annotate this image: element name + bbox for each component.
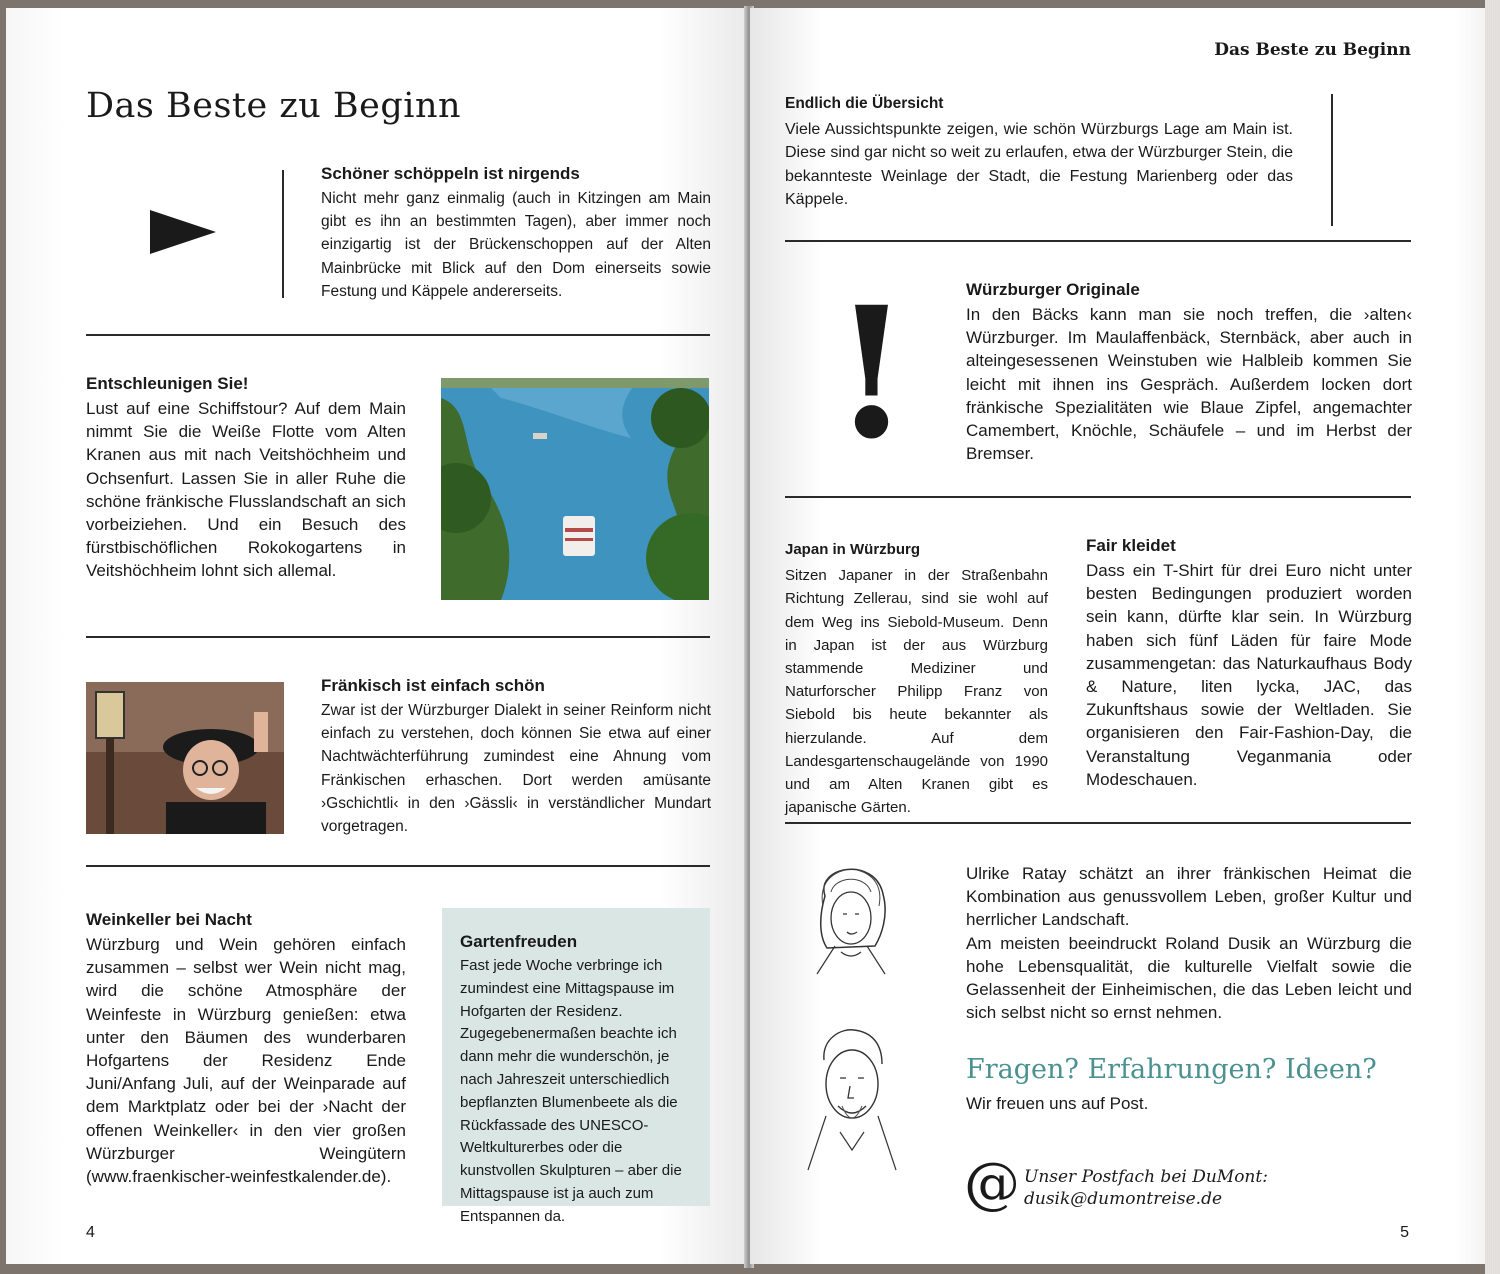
at-icon: @ [964, 1151, 1020, 1216]
page-number-left: 4 [86, 1224, 95, 1241]
section-weinkeller [86, 910, 406, 1188]
divider [785, 822, 1411, 824]
section-title: Endlich die Übersicht [785, 95, 944, 112]
section-schoppeln [321, 164, 711, 303]
tip-box [442, 908, 710, 1225]
tip-title: Gartenfreuden [460, 932, 578, 951]
right-page [750, 8, 1485, 1264]
section-japan [785, 538, 1048, 819]
night-watchman-photo [86, 682, 284, 834]
section-title: Schöner schöppeln ist nirgends [321, 164, 580, 183]
contact-email[interactable]: dusik@dumontreise.de [1024, 1189, 1223, 1209]
running-header: Das Beste zu Beginn [1214, 40, 1411, 60]
author-portrait-dusik [802, 1020, 902, 1184]
section-text: Zwar ist der Würzburger Dialekt in seiner Reinform nicht einfach zu verstehen, doch können Sie etwa auf einer Nachtwächterführung zumindest eine Ahnung vom Fränkischen erhaschen. Dort werden amüsante ›Gschichtli‹ in den ›Gässli‹ in verständlicher Mundart vorgetragen. [321, 702, 711, 836]
section-text: Dass ein T-Shirt für drei Euro nicht unter besten Bedingungen produziert worden sein kann, dürfte klar sein. In Würzburg haben sich fünf Läden für faire Mode zusammengetan: das Naturkaufhaus Body & Nature, liten lycka, JAC, das Zukunftshaus sowie der Weltladen. Sie organisieren den Fair-Fashion-Day, die Veranstaltung Veganmania oder Modeschauen. [1086, 561, 1412, 789]
section-title: Weinkeller bei Nacht [86, 910, 252, 929]
author-bio-ratay: Ulrike Ratay schätzt an ihrer fränkischen Heimat die Kombination aus genussvollem Leben, großer Kultur und herrlicher Landschaft. [966, 864, 1412, 930]
section-title: Fränkisch ist einfach schön [321, 676, 545, 695]
left-page [6, 8, 748, 1264]
section-text: Viele Aussichtspunkte zeigen, wie schön Würzburgs Lage am Main ist. Diese sind gar nicht so weit zu erlaufen, etwa der Würzburger Stein, die bekannteste Weinlage der Stadt, die Festung Marienberg oder das Käppele. [785, 121, 1293, 208]
section-entschleunigen [86, 374, 406, 583]
section-title: Japan in Würzburg [785, 541, 920, 558]
divider [86, 865, 710, 867]
section-fraenkisch [321, 676, 711, 838]
section-text: Würzburg und Wein gehören einfach zusammen – selbst wer Wein nicht mag, wird die schöne Atmosphäre der Weinfeste in Würzburg genießen: etwa unter den Bäumen des wunderbaren Hofgartens der Residenz Ende Juni/Anfang Juli, auf der Weinparade auf dem Marktplatz oder bei der ›Nacht der offenen Weinkeller‹ in den vier großen Würzburger Weingütern (www.fraenkischer-weinfestkalender.de). [86, 935, 406, 1187]
page-title: Das Beste zu Beginn [86, 86, 462, 126]
author-bio [966, 862, 1412, 1024]
contact-postfach [1024, 1166, 1268, 1210]
postfach-label: Unser Postfach bei DuMont: [1024, 1167, 1268, 1187]
section-text: Nicht mehr ganz einmalig (auch in Kitzingen am Main gibt es ihn an bestimmten Tagen), aber immer noch einzigartig ist der Brückenschoppen auf der Alten Mainbrücke mit Blick auf den Dom einerseits sowie Festung und Käppele andererseits. [321, 190, 711, 300]
river-photo [441, 378, 709, 600]
section-title: Entschleunigen Sie! [86, 374, 249, 393]
divider [86, 636, 710, 638]
divider [86, 334, 710, 336]
author-bio-dusik: Am meisten beeindruckt Roland Dusik an Würzburg die hohe Lebensqualität, die kulturelle Vielfalt sowie die Gelassenheit der Einheimischen, die das Leben leicht und sich selbst nicht so ernst nehmen. [966, 933, 1412, 1023]
tip-text: Fast jede Woche verbringe ich zumindest eine Mittagspause im Hofgarten der Residenz. Zugegebenermaßen beachte ich dann mehr die wunderschön, je nach Jahreszeit unterschiedlich bepflanzten Blumenbeete als die Rückfassade des UNESCO-Weltkulturerbes oder die kunstvollen Skulpturen – aber die Mittagspause ist ja auch zum Entspannen da. [460, 957, 682, 1225]
contact-subline: Wir freuen uns auf Post. [966, 1094, 1149, 1113]
page-edge [1485, 0, 1500, 1274]
section-fair [1086, 536, 1412, 791]
section-text: Sitzen Japaner in der Straßenbahn Richtung Zellerau, sind sie wohl auf dem Weg ins Siebold-Museum. Denn in Japan ist der aus Würzburg stammende Mediziner und Naturforscher Philipp Franz von Siebold bis heute bekannter als hierzulande. Auf dem Landesgartenschaugelände von 1990 und am Alten Kranen gibt es japanische Gärten. [785, 567, 1048, 817]
vertical-rule [282, 170, 284, 298]
section-text: In den Bäcks kann man sie noch treffen, die ›alten‹ Würzburger. Im Maulaffenbäck, Sternbäck, aber auch in alteingesessenen Weinstuben wie Halbleib kommen Sie leicht mit ihnen ins Gespräch. Außerdem locken dort fränkische Spezialitäten wie Blaue Zipfel, angemachter Camembert, Knöchle, Schäufele – und im Herbst der Bremser. [966, 305, 1412, 464]
section-title: Fair kleidet [1086, 536, 1176, 555]
author-portrait-ratay [805, 856, 895, 986]
section-originale [966, 280, 1412, 465]
contact-headline: Fragen? Erfahrungen? Ideen? [966, 1054, 1377, 1085]
section-title: Würzburger Originale [966, 280, 1140, 299]
section-uebersicht [785, 92, 1293, 211]
exclamation-icon: ! [832, 268, 912, 479]
divider [785, 240, 1411, 242]
vertical-rule [1331, 94, 1333, 226]
page-number-right: 5 [1400, 1224, 1409, 1241]
arrow-right-icon [148, 208, 218, 256]
section-text: Lust auf eine Schiffstour? Auf dem Main nimmt Sie die Weiße Flotte vom Alten Kranen aus mit nach Veitshöchheim und Ochsenfurt. Lassen Sie in aller Ruhe die schöne fränkische Flusslandschaft an sich vorbeiziehen. Und ein Besuch des fürstbischöflichen Rokokogartens in Veitshöchheim lohnt sich allemal. [86, 399, 406, 581]
divider [785, 496, 1411, 498]
